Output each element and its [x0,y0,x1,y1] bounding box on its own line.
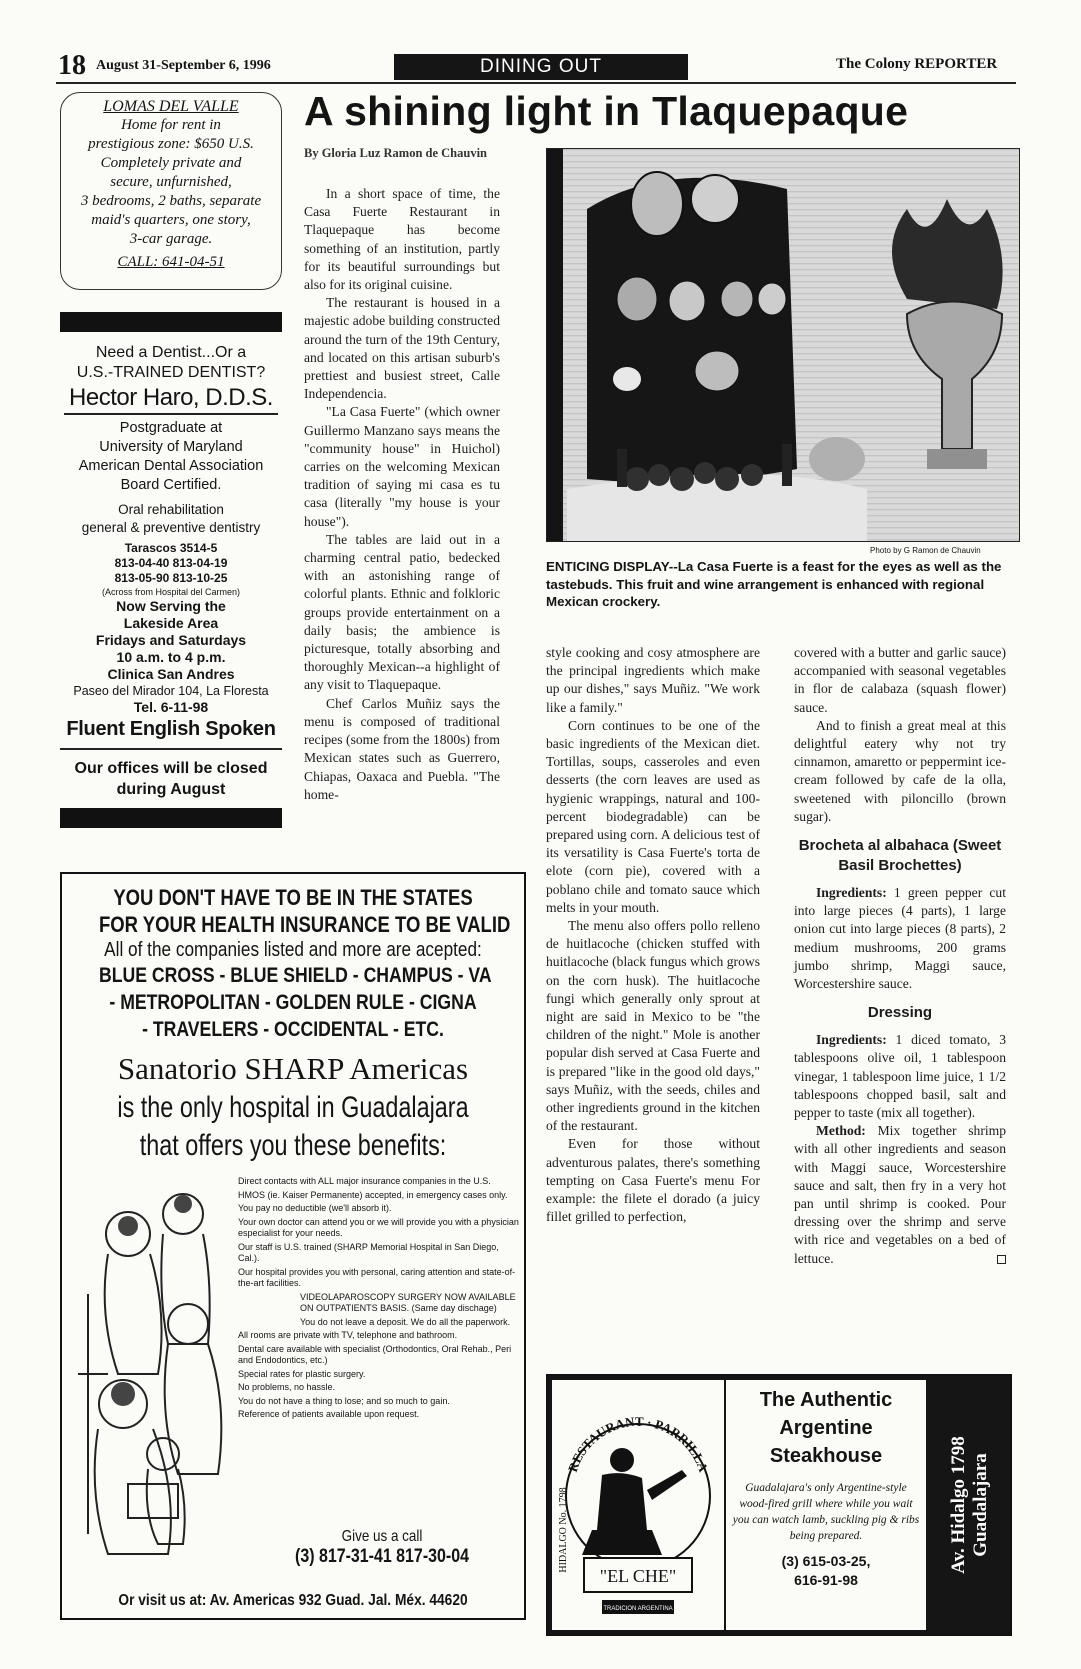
benefit-item: VIDEOLAPAROSCOPY SURGERY NOW AVAILABLE ON OUTPATIENTS BASIS. (Same day dischage) [300,1291,516,1313]
family-illustration [68,1174,236,1574]
article-paragraph: The tables are laid out in a charming central patio, bedecked with an astonishing range of colorful plants. Ethnic and folkloric groups provide entertainment on a daily basis; the ambience is picturesque, totally absorbing and thoroughly Mexican--a highlight of any visit to Tlaquepaque. [304,531,500,693]
end-mark-icon [997,1255,1006,1264]
el-che-title-line: The Authentic [759,1389,893,1411]
recipe-label: Ingredients: [816,1032,887,1048]
dentist-paseo: Paseo del Mirador 104, La Floresta [73,684,269,698]
ad-headline: FOR YOUR HEALTH INSURANCE TO BE VALID [98,912,511,937]
dentist-office-notice: Our offices will be closed during August [60,748,282,800]
article-paragraph: And to finish a great meal at this delightful eatery why not try cinnamon, amaretto or peppermint ice-cream followed by cafe de la olla, sweetened with piloncillo (brown sugar). [794,717,1006,824]
logo-side-text: HIDALGO No. 1798 [558,1487,569,1573]
recipe-title: Brocheta al albahaca (Sweet Basil Brochettes) [798,837,1002,875]
el-che-address [948,1436,992,1573]
el-che-logo [552,1380,724,1630]
classified-phone: CALL: 641-04-51 [117,254,225,270]
benefit-item: Dental care available with specialist (Orthodontics, Oral Rehab., Peri and Endodontics, etc.) [238,1343,512,1365]
classified-line: secure, unfurnished, [110,174,232,190]
benefit-item: HMOS (ie. Kaiser Permanente) accepted, in emergency cases only. [238,1189,508,1200]
classified-line: maid's quarters, one story, [91,212,251,228]
article-column-1 [304,185,500,804]
benefit-item: Our staff is U.S. trained (SHARP Memorial Hospital in San Diego, Cal.). [238,1241,499,1263]
call-label: Give us a call [341,1528,423,1545]
el-che-tagline: Guadalajara's only Argentine-style wood-fired grill where while you wait you can watch lamb, suckling pig & ribs being prepared. [732,1482,920,1542]
classified-line: Completely private and [100,155,242,171]
logo-name: "EL CHE" [599,1566,677,1586]
call-block [262,1528,502,1568]
el-che-copy [726,1380,926,1630]
dentist-address: Tarascos 3514-5 [124,541,218,555]
article-paragraph: The menu also offers pollo relleno de huitlacoche (chicken stuffed with huitlacoche (black fungus which grows on the corn husk). The huitlacoche fungi which generally only sprout at night are said in Mexico to be "the children of the night." Mole is another popular dish served at Casa Fuerte and is prepared "like in the good old days," says Muñiz, with the seeds, chiles and other ingredients ground in the kitchen of the restaurant. [546,918,760,1134]
benefit-item: All rooms are private with TV, telephone and bathroom. [238,1330,458,1340]
benefits-list [238,1176,522,1423]
article-photo [546,148,1020,542]
masthead: The Colony REPORTER [836,56,998,72]
photo-caption: ENTICING DISPLAY--La Casa Fuerte is a feast for the eyes as well as the tastebuds. This fruit and wine arrangement is enhanced with regional Mexican crockery. [546,559,1002,609]
el-che-title-line: Steakhouse [769,1445,883,1467]
classified-line: Home for rent in [121,117,221,133]
dentist-credential: Board Certified. [120,477,222,493]
classified-line: 3-car garage. [129,231,213,247]
logo-sub: TRADICION ARGENTINA [603,1606,673,1612]
el-che-address-line: Guadalajara [970,1453,991,1557]
benefit-item: Your own doctor can attend you or we will provide you with a physician especialist for your needs. [238,1216,519,1238]
ad-companies: BLUE CROSS - BLUE SHIELD - CHAMPUS - VA [98,964,492,987]
ad-accepted: All of the companies listed and more are acepted: [104,939,482,961]
article-paragraph: style cooking and cosy atmosphere are the principal ingredients which make up our dishes," says Muñiz. "We work like a family." [546,645,760,715]
visit-address: Or visit us at: Av. Americas 932 Guad. Jal. Méx. 44620 [118,1592,468,1609]
recipe-label: Method: [816,1123,866,1139]
section-title: DINING OUT [394,54,688,80]
el-che-title-line: Argentine [779,1417,873,1439]
article-paragraph: Even for those without adventurous palates, there's something tempting on Casa Fuerte's menu For example: the filete el dorado (a juicy fillet grilled to perfection, [546,1136,760,1225]
benefit-item: Direct contacts with ALL major insurance companies in the U.S. [238,1176,491,1186]
dentist-serving: 10 a.m. to 4 p.m. [116,649,226,665]
recipe-title: Dressing [867,1004,933,1022]
page-number: 18 [58,50,86,81]
call-phones: (3) 817-31-41 817-30-04 [295,1546,469,1567]
logo-arc-text: RESTAURANT · PARRILLA [564,1413,712,1474]
article-paragraph: Corn continues to be one of the basic ingredients of the Mexican diet. Tortillas, soups, casseroles and even desserts (the corn leaves are used as hygienic wrappings, natural and 100-percent biodegradable) can be prepared using corn. A delicious test of its versatility is Casa Fuerte's torta de elote (corn pie), covered with a poblano chile and tomato sauce which melts in your mouth. [546,717,760,915]
photo-credit: Photo by G Ramon de Chauvin [870,546,981,555]
dentist-service: Oral rehabilitation [118,502,224,517]
display-illustration [547,149,1020,542]
classified-line: 3 bedrooms, 2 baths, separate [80,193,262,209]
dentist-tagline-2: U.S.-TRAINED DENTIST? [76,364,266,381]
header-rule [56,82,1016,84]
article-paragraph: covered with a butter and garlic sauce) accompanied with seasonal vegetables in flor de calabaza (squash flower) sauce. [794,645,1006,715]
hospital-name: Sanatorio SHARP Americas [117,1051,469,1086]
ad-companies: - TRAVELERS - OCCIDENTAL - ETC. [142,1018,444,1041]
dentist-ad [60,312,282,828]
ad-divider-bar [60,808,282,828]
ad-divider-bar [60,312,282,332]
el-che-phones [726,1552,926,1590]
recipe-ingredients: 1 diced tomato, 3 tablespoons olive oil, 1 tablespoon vinegar, 1 tablespoon lime juice, 1 1/2 tablespoons chopped basil, salt and pepper to taste (mix all together). [794,1032,1006,1121]
el-che-address-line: Av. Hidalgo 1798 [948,1436,969,1574]
dentist-tagline: Need a Dentist...Or a [95,344,247,361]
dentist-name: Hector Haro, D.D.S. [64,383,278,415]
el-che-address-strip [928,1380,1010,1630]
article-column-3 [794,644,1006,1268]
article-paragraph: Chef Carlos Muñiz says the menu is composed of traditional recipes (some from the 1800s) from Mexican states such as Guerrero, Chiapas, Oaxaca and Puebla. "The home- [304,695,500,802]
ad-headline: YOU DON'T HAVE TO BE IN THE STATES [113,885,473,910]
el-che-phone: (3) 615-03-25, [781,1553,871,1569]
dentist-serving: Clinica San Andres [107,666,235,682]
recipe-ingredients: 1 green pepper cut into large pieces (4 parts), 1 large onion cut into large pieces (8 parts), 2 medium mushrooms, 200 grams jumbo shrimp, Maggi sauce, Worcestershire sauce. [794,885,1006,992]
article-paragraph: In a short space of time, the Casa Fuerte Restaurant in Tlaquepaque has become something of an institution, partly for its beautiful surroundings but also for its original cuisine. [304,186,500,293]
benefit-item: Special rates for plastic surgery. [238,1368,366,1379]
article-paragraph: "La Casa Fuerte" (which owner Guillermo Manzano says means the "community house" in Huichol) carries on the welcoming Mexican tradition of saying mi casa es tu casa (literally "my house is your house"). [304,404,500,529]
byline: By Gloria Luz Ramon de Chauvin [304,146,488,160]
benefit-item: No problems, no hassle. [238,1382,336,1392]
dentist-serving: Now Serving the [116,598,226,614]
article-column-2 [546,644,760,1227]
dentist-fluent-english: Fluent English Spoken [66,718,276,740]
dentist-phone: 813-04-40 813-04-19 [114,556,228,570]
benefit-item: Reference of patients available upon request. [238,1409,420,1419]
dentist-phone: 813-05-90 813-10-25 [114,571,228,585]
classified-title: LOMAS DEL VALLE [103,98,239,115]
issue-date: August 31-September 6, 1996 [96,58,271,73]
classified-line: prestigious zone: $650 U.S. [88,136,254,152]
article-headline: A shining light in Tlaquepaque [304,88,909,134]
dentist-credential: Postgraduate at [119,420,223,436]
classified-ad [60,92,282,290]
hospital-claim: is the only hospital in Guadalajara [117,1091,469,1124]
dentist-tel: Tel. 6-11-98 [133,699,209,715]
dentist-serving: Lakeside Area [123,615,219,631]
ad-companies: - METROPOLITAN - GOLDEN RULE - CIGNA [109,991,477,1014]
sharp-hospital-ad [60,872,526,1620]
dentist-credential: American Dental Association [78,458,264,474]
el-che-phone: 616-91-98 [794,1572,858,1588]
el-che-title [726,1386,926,1470]
benefit-item: You pay no deductible (we'll absorb it). [238,1203,392,1213]
dentist-credential: University of Maryland [99,439,243,455]
el-che-ad [546,1374,1012,1636]
dentist-serving: Fridays and Saturdays [95,632,247,648]
benefit-item: You do not have a thing to lose; and so much to gain. [238,1395,450,1406]
recipe-label: Ingredients: [816,885,887,901]
benefit-item: Our hospital provides you with personal, caring attention and state-of-the-art facilities. [238,1266,516,1288]
article-paragraph: The restaurant is housed in a majestic adobe building constructed around the turn of the 19th Century, and located on this artisan suburb's prettiest and busiest street, Calle Independencia. [304,295,500,402]
dentist-service: general & preventive dentistry [81,520,261,535]
benefit-item: You do not leave a deposit. We do all the paperwork. [300,1316,511,1327]
dentist-location-note: (Across from Hospital del Carmen) [101,587,241,597]
hospital-claim: that offers you these benefits: [139,1129,447,1162]
recipe-method: Mix together shrimp with all other ingredients and season with Maggi sauce, Worcestershire sauce and salt, then fry in a very hot pan until shrimp is cooked. Pour dressing over the shrimp and serve with rice and vegetables on a bed of lettuce. [794,1123,1006,1266]
